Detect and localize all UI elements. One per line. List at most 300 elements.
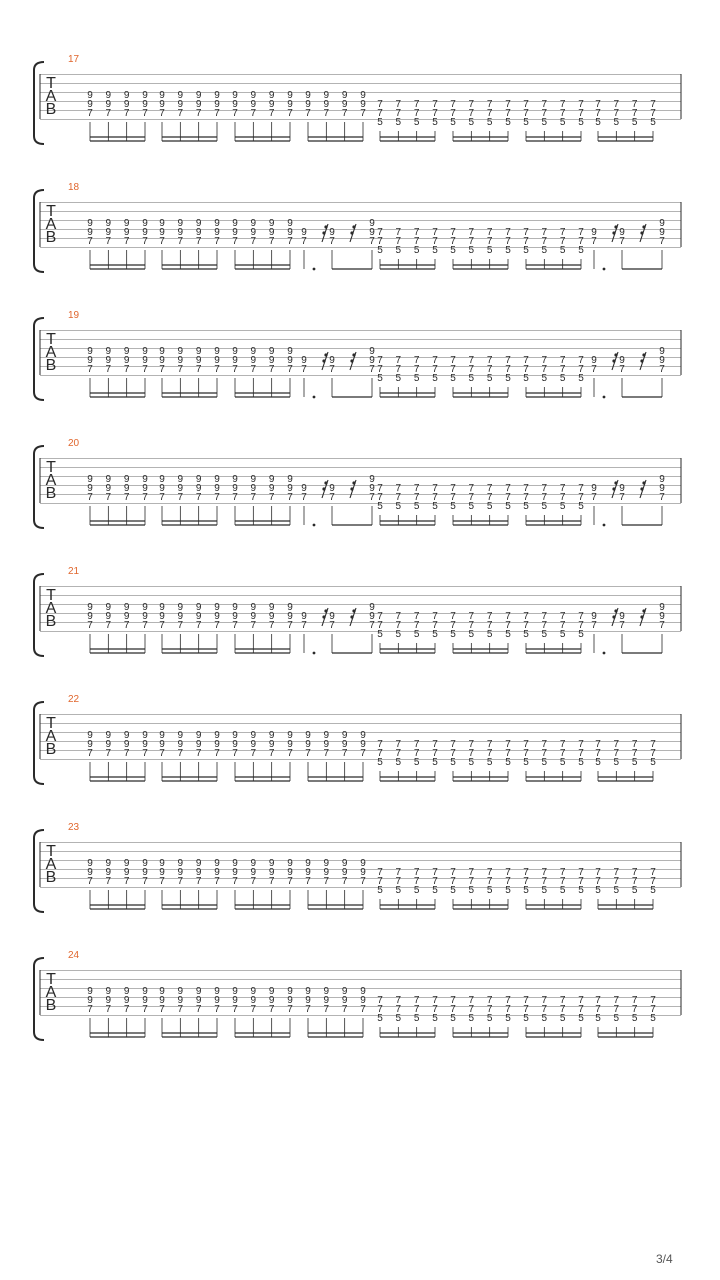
fret-number: 5 xyxy=(413,629,420,640)
fret-number: 7 xyxy=(559,227,566,238)
fret-number: 9 xyxy=(159,986,165,997)
fret-number: 9 xyxy=(268,602,275,613)
fret-number: 5 xyxy=(559,117,566,128)
fret-number: 9 xyxy=(87,739,93,750)
fret-number: 5 xyxy=(559,885,566,896)
fret-number: 7 xyxy=(595,739,601,750)
fret-number: 5 xyxy=(631,117,638,128)
fret-number: 9 xyxy=(123,227,130,238)
fret-number: 9 xyxy=(123,99,130,110)
fret-number: 7 xyxy=(505,483,511,494)
fret-number: 7 xyxy=(341,748,348,759)
fret-number: 7 xyxy=(486,995,493,1006)
fret-number: 7 xyxy=(578,739,584,750)
tab-clef-a: A xyxy=(45,472,57,489)
fret-number: 7 xyxy=(432,620,438,631)
fret-number: 7 xyxy=(631,876,638,887)
tab-clef-a: A xyxy=(45,856,57,873)
fret-number: 5 xyxy=(650,885,656,896)
fret-number: 5 xyxy=(578,757,584,768)
fret-number: 7 xyxy=(377,227,383,238)
fret-number: 9 xyxy=(142,986,148,997)
fret-number: 9 xyxy=(214,99,220,110)
fret-number: 7 xyxy=(486,364,493,375)
fret-number: 7 xyxy=(159,364,165,375)
fret-number: 9 xyxy=(177,346,184,357)
fret-number: 5 xyxy=(541,117,548,128)
fret-number: 5 xyxy=(377,117,383,128)
fret-number: 5 xyxy=(395,373,402,384)
fret-number: 5 xyxy=(595,885,601,896)
fret-number: 9 xyxy=(195,730,202,741)
rest-flag xyxy=(640,615,643,618)
fret-number: 5 xyxy=(523,373,529,384)
fret-number: 5 xyxy=(395,245,402,256)
fret-number: 7 xyxy=(450,995,456,1006)
rest-flag xyxy=(350,359,353,362)
fret-number: 7 xyxy=(450,1004,456,1015)
fret-number: 9 xyxy=(250,986,257,997)
fret-number: 7 xyxy=(87,876,93,887)
fret-number: 9 xyxy=(177,995,184,1006)
fret-number: 9 xyxy=(87,858,93,869)
augmentation-dot xyxy=(603,524,606,527)
fret-number: 5 xyxy=(377,757,383,768)
fret-number: 7 xyxy=(369,620,375,631)
fret-number: 9 xyxy=(369,602,375,613)
fret-number: 5 xyxy=(505,1013,511,1024)
fret-number: 7 xyxy=(650,108,656,119)
fret-number: 7 xyxy=(377,483,383,494)
fret-number: 7 xyxy=(177,620,184,631)
fret-number: 7 xyxy=(541,492,548,503)
fret-number: 7 xyxy=(214,236,220,247)
fret-number: 9 xyxy=(214,995,220,1006)
tab-clef-t: T xyxy=(46,971,56,988)
tab-clef-a: A xyxy=(45,88,57,105)
fret-number: 9 xyxy=(123,867,130,878)
fret-number: 7 xyxy=(214,108,220,119)
fret-number: 9 xyxy=(341,90,348,101)
fret-number: 9 xyxy=(123,858,130,869)
fret-number: 7 xyxy=(323,108,330,119)
fret-number: 9 xyxy=(214,730,220,741)
fret-number: 9 xyxy=(195,474,202,485)
fret-number: 7 xyxy=(578,876,584,887)
fret-number: 9 xyxy=(177,739,184,750)
fret-number: 9 xyxy=(232,99,238,110)
fret-number: 9 xyxy=(195,602,202,613)
tab-clef-t: T xyxy=(46,459,56,476)
fret-number: 7 xyxy=(413,995,420,1006)
fret-number: 7 xyxy=(505,492,511,503)
fret-number: 7 xyxy=(87,364,93,375)
fret-number: 7 xyxy=(341,108,348,119)
fret-number: 7 xyxy=(287,1004,293,1015)
fret-number: 7 xyxy=(559,99,566,110)
fret-number: 7 xyxy=(287,108,293,119)
fret-number: 9 xyxy=(323,986,330,997)
fret-number: 7 xyxy=(214,492,220,503)
fret-number: 5 xyxy=(413,757,420,768)
fret-number: 9 xyxy=(250,346,257,357)
rest-flag xyxy=(640,487,643,490)
fret-number: 5 xyxy=(377,1013,383,1024)
fret-number: 7 xyxy=(413,492,420,503)
fret-number: 7 xyxy=(595,108,601,119)
fret-number: 7 xyxy=(105,620,112,631)
fret-number: 7 xyxy=(159,620,165,631)
fret-number: 7 xyxy=(377,995,383,1006)
fret-number: 7 xyxy=(395,227,402,238)
fret-number: 9 xyxy=(369,227,375,238)
fret-number: 5 xyxy=(377,501,383,512)
fret-number: 7 xyxy=(250,492,257,503)
fret-number: 9 xyxy=(177,858,184,869)
fret-number: 9 xyxy=(142,90,148,101)
fret-number: 9 xyxy=(591,227,597,238)
fret-number: 7 xyxy=(413,108,420,119)
fret-number: 9 xyxy=(87,227,93,238)
fret-number: 7 xyxy=(486,227,493,238)
fret-number: 9 xyxy=(159,739,165,750)
fret-number: 9 xyxy=(123,739,130,750)
fret-number: 7 xyxy=(87,108,93,119)
fret-number: 7 xyxy=(595,867,601,878)
fret-number: 9 xyxy=(369,611,375,622)
fret-number: 7 xyxy=(214,876,220,887)
tab-clef-a: A xyxy=(45,728,57,745)
fret-number: 9 xyxy=(159,355,165,366)
fret-number: 9 xyxy=(268,730,275,741)
fret-number: 9 xyxy=(195,858,202,869)
fret-number: 7 xyxy=(650,99,656,110)
fret-number: 5 xyxy=(468,757,475,768)
fret-number: 9 xyxy=(87,218,93,229)
fret-number: 7 xyxy=(659,236,665,247)
fret-number: 7 xyxy=(613,867,620,878)
fret-number: 9 xyxy=(105,730,112,741)
fret-number: 9 xyxy=(287,483,293,494)
fret-number: 7 xyxy=(177,492,184,503)
fret-number: 9 xyxy=(214,218,220,229)
fret-number: 7 xyxy=(377,355,383,366)
fret-number: 9 xyxy=(341,858,348,869)
rest-flag xyxy=(640,231,643,234)
fret-number: 9 xyxy=(369,483,375,494)
fret-number: 9 xyxy=(87,346,93,357)
fret-number: 7 xyxy=(268,236,275,247)
fret-number: 7 xyxy=(142,748,148,759)
fret-number: 7 xyxy=(450,611,456,622)
fret-number: 7 xyxy=(505,108,511,119)
fret-number: 7 xyxy=(578,492,584,503)
fret-number: 7 xyxy=(613,739,620,750)
rest-flag xyxy=(612,359,615,362)
fret-number: 5 xyxy=(395,1013,402,1024)
augmentation-dot xyxy=(313,396,316,399)
fret-number: 9 xyxy=(87,602,93,613)
fret-number: 7 xyxy=(395,99,402,110)
fret-number: 7 xyxy=(395,611,402,622)
fret-number: 7 xyxy=(591,364,597,375)
fret-number: 7 xyxy=(195,1004,202,1015)
fret-number: 9 xyxy=(287,858,293,869)
fret-number: 5 xyxy=(486,373,493,384)
fret-number: 5 xyxy=(578,1013,584,1024)
fret-number: 7 xyxy=(505,739,511,750)
fret-number: 7 xyxy=(468,611,475,622)
fret-number: 5 xyxy=(650,117,656,128)
fret-number: 9 xyxy=(214,90,220,101)
fret-number: 5 xyxy=(395,629,402,640)
fret-number: 7 xyxy=(177,1004,184,1015)
fret-number: 7 xyxy=(541,355,548,366)
fret-number: 9 xyxy=(287,986,293,997)
rest-flag xyxy=(614,481,617,484)
fret-number: 7 xyxy=(177,364,184,375)
fret-number: 9 xyxy=(287,611,293,622)
fret-number: 5 xyxy=(541,373,548,384)
fret-number: 7 xyxy=(432,99,438,110)
fret-number: 7 xyxy=(432,867,438,878)
fret-number: 9 xyxy=(159,995,165,1006)
fret-number: 7 xyxy=(177,876,184,887)
fret-number: 7 xyxy=(159,236,165,247)
fret-number: 5 xyxy=(595,1013,601,1024)
rest-flag xyxy=(642,609,645,612)
fret-number: 7 xyxy=(559,995,566,1006)
fret-number: 7 xyxy=(214,748,220,759)
fret-number: 9 xyxy=(159,483,165,494)
fret-number: 7 xyxy=(578,99,584,110)
fret-number: 7 xyxy=(486,483,493,494)
fret-number: 7 xyxy=(450,620,456,631)
fret-number: 5 xyxy=(486,245,493,256)
fret-number: 9 xyxy=(214,611,220,622)
fret-number: 9 xyxy=(232,867,238,878)
fret-number: 5 xyxy=(468,629,475,640)
fret-number: 9 xyxy=(287,227,293,238)
fret-number: 7 xyxy=(468,876,475,887)
fret-number: 9 xyxy=(177,227,184,238)
fret-number: 9 xyxy=(232,474,238,485)
fret-number: 7 xyxy=(123,108,130,119)
fret-number: 9 xyxy=(287,355,293,366)
fret-number: 7 xyxy=(468,355,475,366)
fret-number: 7 xyxy=(523,876,529,887)
fret-number: 9 xyxy=(177,867,184,878)
fret-number: 7 xyxy=(659,620,665,631)
fret-number: 5 xyxy=(578,117,584,128)
fret-number: 5 xyxy=(395,885,402,896)
fret-number: 7 xyxy=(486,236,493,247)
fret-number: 9 xyxy=(214,739,220,750)
fret-number: 7 xyxy=(432,364,438,375)
fret-number: 7 xyxy=(159,108,165,119)
fret-number: 9 xyxy=(360,858,366,869)
fret-number: 5 xyxy=(432,117,438,128)
fret-number: 7 xyxy=(559,483,566,494)
fret-number: 7 xyxy=(523,867,529,878)
fret-number: 7 xyxy=(559,355,566,366)
fret-number: 7 xyxy=(613,1004,620,1015)
fret-number: 7 xyxy=(232,748,238,759)
fret-number: 7 xyxy=(301,620,307,631)
fret-number: 7 xyxy=(377,1004,383,1015)
fret-number: 7 xyxy=(377,739,383,750)
fret-number: 9 xyxy=(268,346,275,357)
fret-number: 9 xyxy=(250,483,257,494)
fret-number: 9 xyxy=(195,867,202,878)
fret-number: 7 xyxy=(650,867,656,878)
fret-number: 9 xyxy=(268,858,275,869)
fret-number: 7 xyxy=(369,364,375,375)
fret-number: 7 xyxy=(613,995,620,1006)
rest-flag xyxy=(612,231,615,234)
fret-number: 7 xyxy=(578,236,584,247)
fret-number: 7 xyxy=(287,364,293,375)
fret-number: 5 xyxy=(650,1013,656,1024)
fret-number: 7 xyxy=(323,876,330,887)
fret-number: 7 xyxy=(287,620,293,631)
tab-system-19 xyxy=(34,310,681,400)
fret-number: 9 xyxy=(268,986,275,997)
fret-number: 9 xyxy=(87,611,93,622)
fret-number: 7 xyxy=(432,1004,438,1015)
fret-number: 5 xyxy=(450,1013,456,1024)
fret-number: 5 xyxy=(395,757,402,768)
fret-number: 9 xyxy=(123,611,130,622)
fret-number: 7 xyxy=(631,99,638,110)
fret-number: 7 xyxy=(432,355,438,366)
tab-clef-a: A xyxy=(45,600,57,617)
fret-number: 7 xyxy=(468,236,475,247)
fret-number: 9 xyxy=(305,986,311,997)
fret-number: 7 xyxy=(486,108,493,119)
tab-system-18 xyxy=(34,182,681,272)
rest-flag xyxy=(642,225,645,228)
fret-number: 9 xyxy=(159,602,165,613)
fret-number: 7 xyxy=(323,748,330,759)
fret-number: 7 xyxy=(523,108,529,119)
tab-clef-b: B xyxy=(45,869,57,886)
fret-number: 7 xyxy=(395,867,402,878)
fret-number: 9 xyxy=(301,355,307,366)
fret-number: 9 xyxy=(360,730,366,741)
fret-number: 7 xyxy=(595,995,601,1006)
fret-number: 9 xyxy=(123,730,130,741)
fret-number: 7 xyxy=(268,620,275,631)
rest-flag xyxy=(352,353,355,356)
fret-number: 9 xyxy=(195,99,202,110)
fret-number: 9 xyxy=(177,602,184,613)
fret-number: 5 xyxy=(541,501,548,512)
fret-number: 9 xyxy=(159,346,165,357)
fret-number: 9 xyxy=(142,611,148,622)
fret-number: 9 xyxy=(305,730,311,741)
fret-number: 7 xyxy=(268,492,275,503)
fret-number: 7 xyxy=(123,364,130,375)
fret-number: 5 xyxy=(523,757,529,768)
fret-number: 7 xyxy=(486,876,493,887)
fret-number: 9 xyxy=(250,218,257,229)
fret-number: 7 xyxy=(523,355,529,366)
fret-number: 7 xyxy=(578,995,584,1006)
fret-number: 7 xyxy=(105,364,112,375)
fret-number: 9 xyxy=(105,602,112,613)
fret-number: 9 xyxy=(214,867,220,878)
fret-number: 7 xyxy=(301,492,307,503)
fret-number: 7 xyxy=(395,364,402,375)
fret-number: 7 xyxy=(541,620,548,631)
rest-flag xyxy=(352,609,355,612)
fret-number: 7 xyxy=(195,620,202,631)
fret-number: 7 xyxy=(619,492,625,503)
fret-number: 7 xyxy=(450,483,456,494)
fret-number: 7 xyxy=(468,739,475,750)
fret-number: 7 xyxy=(631,1004,638,1015)
fret-number: 7 xyxy=(142,1004,148,1015)
fret-number: 9 xyxy=(369,474,375,485)
rest-flag xyxy=(324,225,327,228)
fret-number: 7 xyxy=(377,876,383,887)
fret-number: 7 xyxy=(505,99,511,110)
fret-number: 7 xyxy=(591,236,597,247)
fret-number: 9 xyxy=(105,611,112,622)
fret-number: 7 xyxy=(395,236,402,247)
fret-number: 7 xyxy=(650,748,656,759)
fret-number: 9 xyxy=(659,355,665,366)
rest-flag xyxy=(642,481,645,484)
rest-flag xyxy=(322,487,325,490)
fret-number: 9 xyxy=(87,986,93,997)
fret-number: 7 xyxy=(142,108,148,119)
fret-number: 5 xyxy=(578,501,584,512)
measure-number: 19 xyxy=(68,310,80,321)
fret-number: 7 xyxy=(360,876,366,887)
fret-number: 7 xyxy=(505,355,511,366)
fret-number: 7 xyxy=(468,867,475,878)
fret-number: 7 xyxy=(523,620,529,631)
fret-number: 9 xyxy=(305,858,311,869)
fret-number: 9 xyxy=(268,99,275,110)
fret-number: 7 xyxy=(613,99,620,110)
fret-number: 7 xyxy=(413,611,420,622)
fret-number: 9 xyxy=(232,355,238,366)
fret-number: 7 xyxy=(613,876,620,887)
fret-number: 9 xyxy=(268,995,275,1006)
fret-number: 7 xyxy=(250,876,257,887)
fret-number: 5 xyxy=(486,501,493,512)
fret-number: 9 xyxy=(341,995,348,1006)
fret-number: 7 xyxy=(468,492,475,503)
fret-number: 7 xyxy=(559,867,566,878)
rest-flag xyxy=(322,359,325,362)
fret-number: 7 xyxy=(214,1004,220,1015)
rest-flag xyxy=(324,609,327,612)
fret-number: 7 xyxy=(105,1004,112,1015)
fret-number: 7 xyxy=(619,620,625,631)
fret-number: 9 xyxy=(105,739,112,750)
fret-number: 7 xyxy=(468,99,475,110)
fret-number: 7 xyxy=(214,364,220,375)
fret-number: 5 xyxy=(486,117,493,128)
fret-number: 5 xyxy=(377,885,383,896)
tab-clef-b: B xyxy=(45,229,57,246)
fret-number: 7 xyxy=(523,1004,529,1015)
fret-number: 7 xyxy=(395,876,402,887)
